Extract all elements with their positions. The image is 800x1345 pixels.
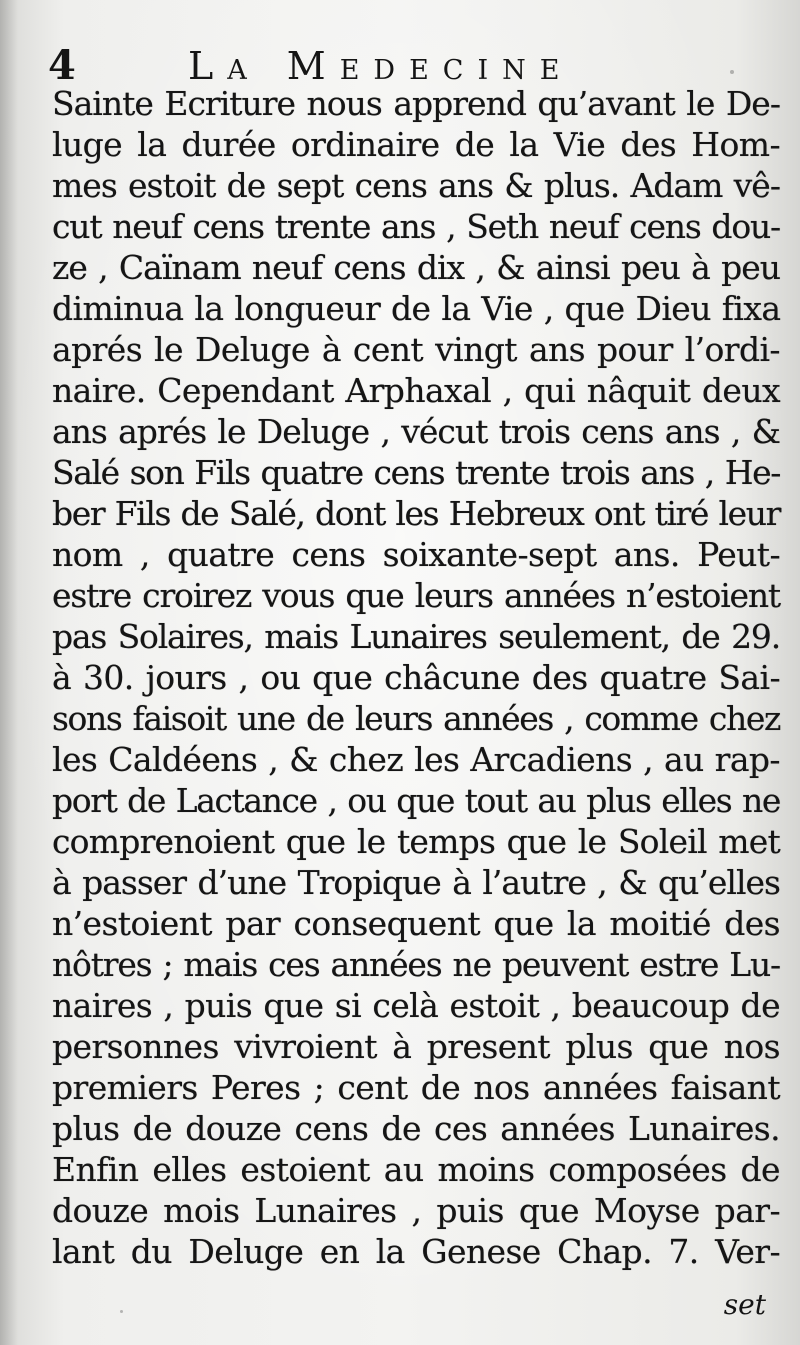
ink-speck	[730, 70, 734, 74]
running-title: La Medecine	[188, 44, 574, 88]
text-line: douze mois Lunaires , puis que Moyse par-	[52, 1191, 780, 1230]
text-line: à 30. jours , ou que châcune des quatre Sai-	[52, 658, 780, 697]
text-line: luge la durée ordinaire de la Vie des Hom-	[52, 125, 780, 164]
ink-speck	[120, 1310, 123, 1313]
text-line: estre croirez vous que leurs années n’estoient	[52, 576, 780, 615]
text-line: les Caldéens , & chez les Arcadiens , au rap-	[52, 740, 780, 779]
text-line: Sainte Ecriture nous apprend qu’avant le De-	[52, 84, 780, 123]
text-line: sons faisoit une de leurs années , comme chez	[52, 699, 780, 738]
text-line: Enfin elles estoient au moins composées de	[52, 1150, 780, 1189]
catchword: set	[723, 1288, 766, 1321]
page-number: 4	[48, 42, 76, 89]
text-line: Salé son Fils quatre cens trente trois ans , He-	[52, 453, 780, 492]
text-line: ber Fils de Salé, dont les Hebreux ont tiré leur	[52, 494, 780, 533]
text-line: lant du Deluge en la Genese Chap. 7. Ver-	[52, 1232, 780, 1271]
text-line: naires , puis que si celà estoit , beaucoup de	[52, 986, 780, 1025]
page-gutter-shadow	[0, 0, 18, 1345]
text-line: cut neuf cens trente ans , Seth neuf cens dou-	[52, 207, 780, 246]
text-line: comprenoient que le temps que le Soleil met	[52, 822, 780, 861]
text-line: à passer d’une Tropique à l’autre , & qu’elles	[52, 863, 780, 902]
text-line: personnes vivroient à present plus que nos	[52, 1027, 780, 1066]
text-line: port de Lactance , ou que tout au plus elles ne	[52, 781, 780, 820]
text-line: nom , quatre cens soixante-sept ans. Peut-	[52, 535, 780, 574]
text-line: ze , Caïnam neuf cens dix , & ainsi peu à peu	[52, 248, 780, 287]
text-line: mes estoit de sept cens ans & plus. Adam vê-	[52, 166, 780, 205]
text-line: ans aprés le Deluge , vécut trois cens ans , &	[52, 412, 780, 451]
text-line: pas Solaires, mais Lunaires seulement, de 29.	[52, 617, 780, 656]
text-line: diminua la longueur de la Vie , que Dieu fixa	[52, 289, 781, 328]
body-text	[52, 83, 792, 1272]
text-line: nôtres ; mais ces années ne peuvent estre Lu-	[52, 945, 780, 984]
text-line: plus de douze cens de ces années Lunaires.	[52, 1109, 780, 1148]
text-line: premiers Peres ; cent de nos années faisant	[52, 1068, 780, 1107]
text-line: n’estoient par consequent que la moitié des	[52, 904, 780, 943]
text-line: aprés le Deluge à cent vingt ans pour l’ordi-	[52, 330, 780, 369]
text-line: naire. Cependant Arphaxal , qui nâquit deux	[52, 371, 780, 410]
